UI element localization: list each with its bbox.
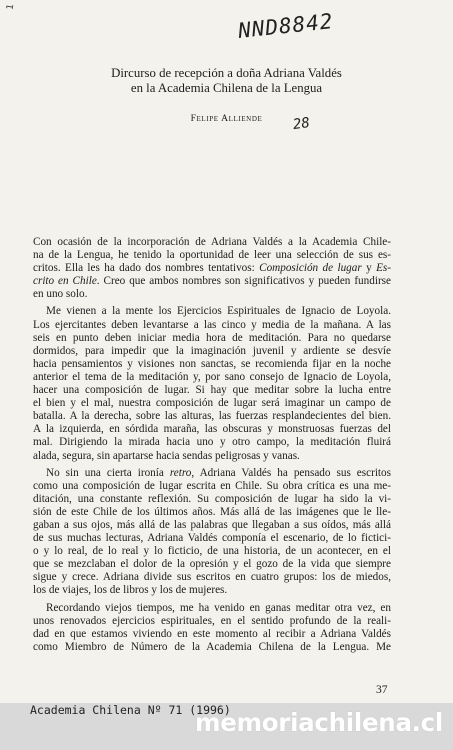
article-body: [33, 236, 391, 658]
text-line: hacer una composición de lugar. Si hay que meditar sobre la lucha entre: [33, 384, 391, 397]
handwritten-number: 28: [291, 114, 311, 134]
text-line: gaban a sus ojos, más allá de las palabras que llegaban a sus oídos, más allá: [33, 518, 391, 531]
text-line: Los ejercitantes deben levantarse a las cinco y media de la mañana. A las: [33, 318, 391, 331]
handwritten-catalog-code: NND8842: [237, 9, 335, 43]
paragraph-2: [33, 305, 391, 462]
text-line: alada, segura, sin apartarse hacia sendas peligrosas y vanas.: [33, 449, 300, 462]
text-line: Me vienen a la mente los Ejercicios Espirituales de Ignacio de Loyola.: [46, 305, 391, 318]
text-line: unos renovados ejercicios espirituales, en el sentido profundo de la reali-: [33, 614, 391, 627]
text-line: sión de este Chile de los últimos años. Más allá de las imágenes que le lle-: [33, 505, 391, 518]
text-line: Con ocasión de la incorporación de Adriana Valdés a la Academia Chile-: [33, 236, 391, 248]
text-line: como una composición de lugar escrita en Chile. Su obra crítica es una me-: [33, 479, 391, 492]
author-name: Felipe Alliende: [190, 113, 263, 124]
text-line: que se mezclaban el dolor de la opresión y el gozo de la vida que siempre: [33, 558, 391, 571]
paragraph-1: [33, 236, 391, 301]
paragraph-3: [33, 467, 391, 598]
journal-citation: Academia Chilena Nº 71 (1996): [30, 703, 231, 717]
text-line: de sus muchas lecturas, Adriana Valdés componía el escenario, de lo fictici-: [33, 532, 391, 545]
text-line: ditación, una constante reflexión. Su composición de lugar ha sido la vi-: [33, 492, 391, 505]
text-line: los de viajes, los de libros y los de mujeres.: [33, 584, 228, 597]
text-line: anterior el tema de la meditación y, por sano consejo de Ignacio de Loyola,: [33, 370, 391, 383]
page-number: 37: [376, 684, 388, 696]
text-line: Recordando viejos tiempos, me ha venido en ganas meditar otra vez, en: [46, 601, 391, 614]
text-line: el bien y el mal, nuestra composición de lugar será imaginar un campo de: [33, 397, 391, 410]
text-line: batalla. A la derecha, sobre las alturas, las fuerzas resplandecientes del bien.: [33, 410, 391, 423]
text-line-part: critos. Ella les ha dado dos nombres tentativos: Composición de lugar y Es-: [33, 262, 391, 275]
text-line: A la izquierda, en sórdida maraña, las obscuras y monstruosas fuerzas del: [33, 423, 391, 436]
corner-mark: 1: [5, 3, 17, 11]
text-line: mal. Dirigiendo la mirada hacia uno y otro campo, la meditación fluirá: [33, 436, 391, 449]
text-line: dormidos, para impedir que la imaginación juvenil y ardiente se desvíe: [33, 344, 391, 357]
text-line-part: No sin una cierta ironía retro, Adriana Valdés ha pensado sus escritos: [46, 466, 391, 479]
text-line: sigue y crece. Adriana divide sus escritos en cuatro grupos: los de miedos,: [33, 571, 391, 584]
text-line: hacia pensamientos y visiones non sanctas, se recomienda fijar en la noche: [33, 357, 391, 370]
article-title: [60, 66, 393, 96]
text-line: o y lo real, de lo real y lo ficticio, de una historia, de un acontecer, en el: [33, 545, 391, 558]
text-line: seis en punto deben iniciar media hora de meditación. Para no quedarse: [33, 331, 391, 344]
paragraph-4: [33, 602, 391, 654]
title-line-1: Dircurso de recepción a doña Adriana Valdés: [111, 66, 342, 80]
text-line: como Miembro de Número de la Academia Chilena de la Lengua. Me: [33, 640, 391, 653]
text-line: [33, 262, 391, 275]
title-line-2: en la Academia Chilena de la Lengua: [130, 81, 323, 95]
text-line: [33, 467, 391, 480]
text-line: dad en que estamos viviendo en este momento al recibir a Adriana Valdés: [33, 627, 391, 640]
text-line: na de la Lengua, he tenido la oportunidad de leer una selección de sus es-: [33, 249, 391, 262]
text-line: [33, 275, 391, 288]
text-line-part: crito en Chile. Creo que ambos nombres son significativos y pueden fundirse: [33, 275, 391, 288]
site-brand-logo: memoriachilena.cl: [195, 708, 443, 737]
text-line: en uno solo.: [33, 288, 88, 301]
